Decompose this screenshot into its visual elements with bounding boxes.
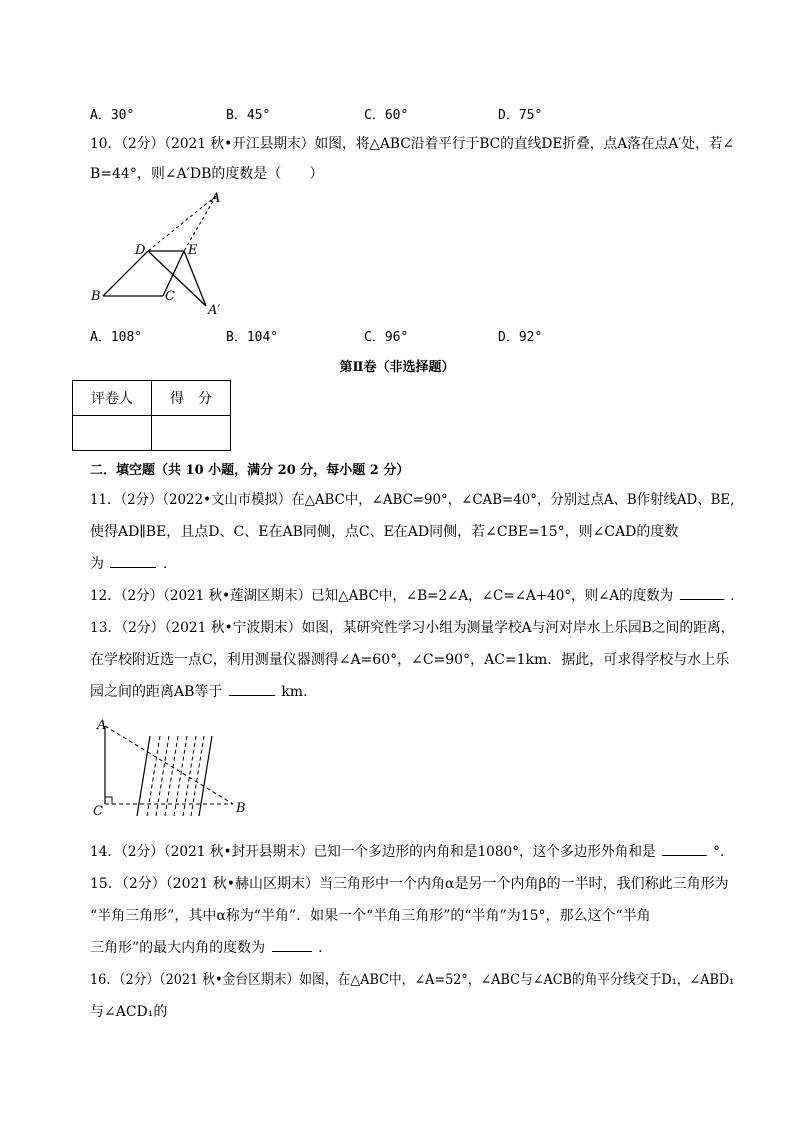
q13-text-line3-end: km． [281, 684, 318, 700]
q11-text-line3 [90, 554, 167, 574]
q13-label-a: A [97, 718, 107, 733]
score-table-cell-score[interactable] [152, 416, 231, 451]
q10-line-ad [148, 196, 216, 251]
q9-option-d[interactable]: D．75° [498, 108, 543, 123]
q10-label-a: A [211, 191, 221, 206]
score-table-cell-grader[interactable] [73, 416, 152, 451]
q12-text-main: 12．（2分）（2021 秋•莲湖区期末）已知△ABC中，∠B=2∠A，∠C=∠A+40°，则∠A的度数为 [90, 588, 674, 604]
q12-text-end: . [730, 588, 735, 604]
q15-text-line1: 15．（2分）（2021 秋•赫山区期末）当三角形中一个内角α是另一个内角β的一半时，我们称此三角形为 [90, 876, 729, 892]
q11-text-line3-end: . [162, 556, 168, 572]
q10-line-ea2 [184, 251, 206, 306]
q11-text-line1: 11．（2分）（2022•文山市模拟）在△ABC中，∠ABC=90°，∠CAB=40°，分别过点A、B作射线AD、BE, [90, 492, 735, 508]
q9-option-c[interactable]: C．60° [364, 108, 409, 123]
q14-answer-blank[interactable] [662, 843, 707, 856]
q10-text-line2: B=44°，则∠A′DB的度数是（ ） [90, 166, 324, 182]
q10-option-a[interactable]: A．108° [90, 330, 143, 345]
q10-label-c: C [165, 289, 175, 304]
q10-label-b: B [91, 289, 101, 304]
q14-text [90, 842, 734, 862]
q9-option-a[interactable]: A．30° [90, 108, 135, 123]
score-table-header-grader: 评卷人 [73, 381, 152, 416]
q15-text-line3 [90, 938, 323, 958]
q13-figure [88, 716, 258, 820]
q12-answer-blank[interactable] [679, 587, 723, 600]
q10-line-da2 [148, 251, 206, 306]
q13-label-b: B [236, 801, 246, 816]
q16-text-line2: 与∠ACD₁的 [90, 1004, 168, 1020]
q10-option-d[interactable]: D．92° [498, 330, 543, 345]
q15-text-line3-start: 三角形”的最大内角的度数为 [90, 940, 266, 956]
section-title: 二．填空题（共 10 小题，满分 20 分，每小题 2 分） [90, 463, 410, 478]
q11-text-line3-start: 为 [90, 556, 104, 572]
q14-text-end: °． [713, 844, 734, 860]
q15-text-line3-end: . [318, 940, 323, 956]
part2-title: 第Ⅱ卷（非选择题） [339, 360, 455, 375]
q13-text-line3 [90, 682, 317, 702]
q15-answer-blank[interactable] [272, 939, 312, 952]
q10-label-a2: A′ [208, 303, 221, 318]
q13-text-line2: 在学校附近选一点C，利用测量仪器测得∠A=60°，∠C=90°，AC=1km．据此，可求得学校与水上乐 [90, 652, 730, 668]
q11-text-line2: 使得AD∥BE，且点D、C、E在AB同侧，点C、E在AD同侧，若∠CBE=15°，则∠CAD的度数 [90, 524, 679, 540]
q13-text-line3-start: 园之间的距离AB等于 [90, 684, 223, 700]
q13-answer-blank[interactable] [229, 683, 275, 696]
q14-text-main: 14．（2分）（2021 秋•封开县期末）已知一个多边形的内角和是1080°，这个多边形外角和是 [90, 844, 656, 860]
score-table-header-score: 得 分 [152, 381, 231, 416]
q12-text [90, 586, 734, 606]
q13-right-angle-mark [105, 797, 112, 804]
q10-option-b[interactable]: B．104° [226, 330, 279, 345]
q10-figure [86, 188, 236, 318]
q10-text-line1: 10．（2分）（2021 秋•开江县期末）如图，将△ABC沿着平行于BC的直线DE折叠，点A落在点A′处，若∠ [90, 136, 735, 152]
q11-answer-blank[interactable] [110, 555, 156, 568]
q15-text-line2: “半角三角形”，其中α称为“半角”．如果一个“半角三角形”的“半角”为15°，那么这个“半角 [90, 908, 651, 924]
q9-option-b[interactable]: B．45° [226, 108, 271, 123]
q16-text-line1: 16．（2分）（2021 秋•金台区期末）如图，在△ABC中，∠A=52°，∠ABC与∠ACB的角平分线交于D₁，∠ABD₁ [90, 972, 735, 988]
score-table [72, 380, 231, 451]
q10-label-d: D [135, 243, 146, 258]
q10-option-c[interactable]: C．96° [364, 330, 409, 345]
q13-text-line1: 13．（2分）（2021 秋•宁波期末）如图，某研究性学习小组为测量学校A与河对岸水上乐园B之间的距离， [90, 620, 735, 636]
q10-label-e: E [188, 243, 198, 258]
q13-label-c: C [93, 804, 103, 819]
